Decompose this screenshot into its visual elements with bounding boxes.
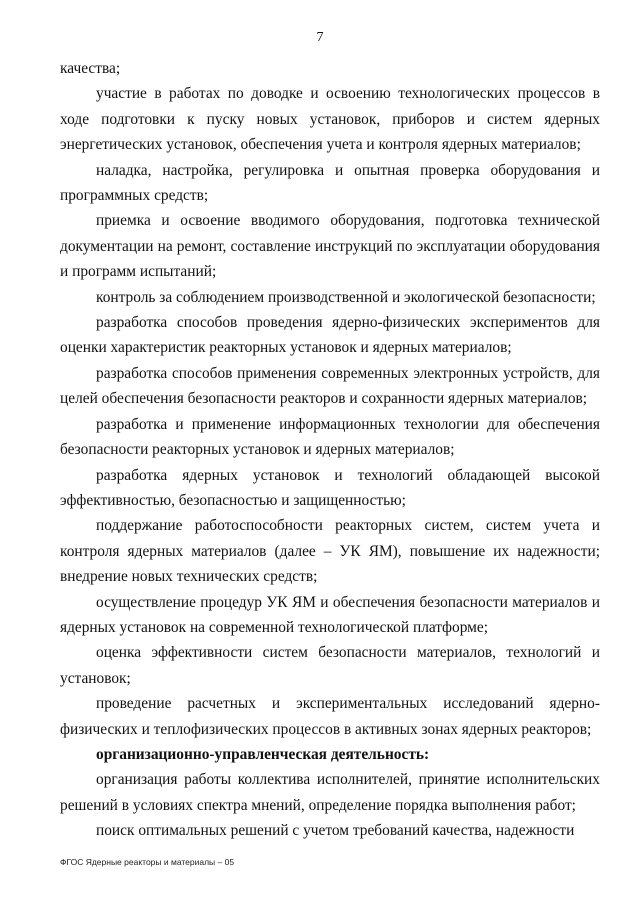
page-number: 7 <box>316 30 324 45</box>
paragraph: организация работы коллектива исполнителей, принятие исполнительских решений в условиях спектра мнений, определение порядка выполнения работ; <box>60 771 600 814</box>
paragraph: разработка и применение информационных технологии для обеспечения безопасности реакторных установок и ядерных материалов; <box>60 415 600 459</box>
paragraph: качества; <box>60 60 121 77</box>
paragraph: поддержание работоспособности реакторных систем, систем учета и контроля ядерных материалов (далее – УК ЯМ), повышение их надежности; внедрение новых технических средств; <box>60 517 600 586</box>
section-heading: организационно-управленческая деятельность: <box>96 745 430 763</box>
paragraph: проведение расчетных и экспериментальных исследований ядерно-физических и теплофизических процессов в активных зонах ядерных реакторов; <box>60 695 600 738</box>
paragraph: разработка способов применения современных электронных устройств, для целей обеспечения безопасности реакторов и сохранности ядерных материалов; <box>60 364 600 408</box>
paragraph: поиск оптимальных решений с учетом требований качества, надежности <box>96 822 575 840</box>
paragraph: наладка, настройка, регулировка и опытная проверка оборудования и программных средств; <box>60 161 600 205</box>
paragraph: разработка ядерных установок и технологий обладающей высокой эффективностью, безопасностью и защищенностью; <box>60 466 600 509</box>
paragraph: осуществление процедур УК ЯМ и обеспечения безопасности материалов и ядерных установок на современной технологической платформе; <box>60 593 600 636</box>
paragraph: участие в работах по доводке и освоению технологических процессов в ходе подготовки к пуску новых установок, приборов и систем ядерных энергетических установок, обеспечения учета и контроля ядерных материалов; <box>60 85 600 154</box>
page-footer: ФГОС Ядерные реакторы и материалы – 05 <box>60 857 235 867</box>
document-body <box>60 56 600 844</box>
paragraph: разработка способов проведения ядерно-физических экспериментов для оценки характеристик реакторных установок и ядерных материалов; <box>60 314 600 357</box>
paragraph: оценка эффективности систем безопасности материалов, технологий и установок; <box>60 644 600 687</box>
paragraph: контроль за соблюдением производственной и экологической безопасности; <box>96 288 596 306</box>
paragraph: приемка и освоение вводимого оборудования, подготовка технической документации на ремонт, составление инструкций по эксплуатации оборудования и программ испытаний; <box>60 212 600 281</box>
